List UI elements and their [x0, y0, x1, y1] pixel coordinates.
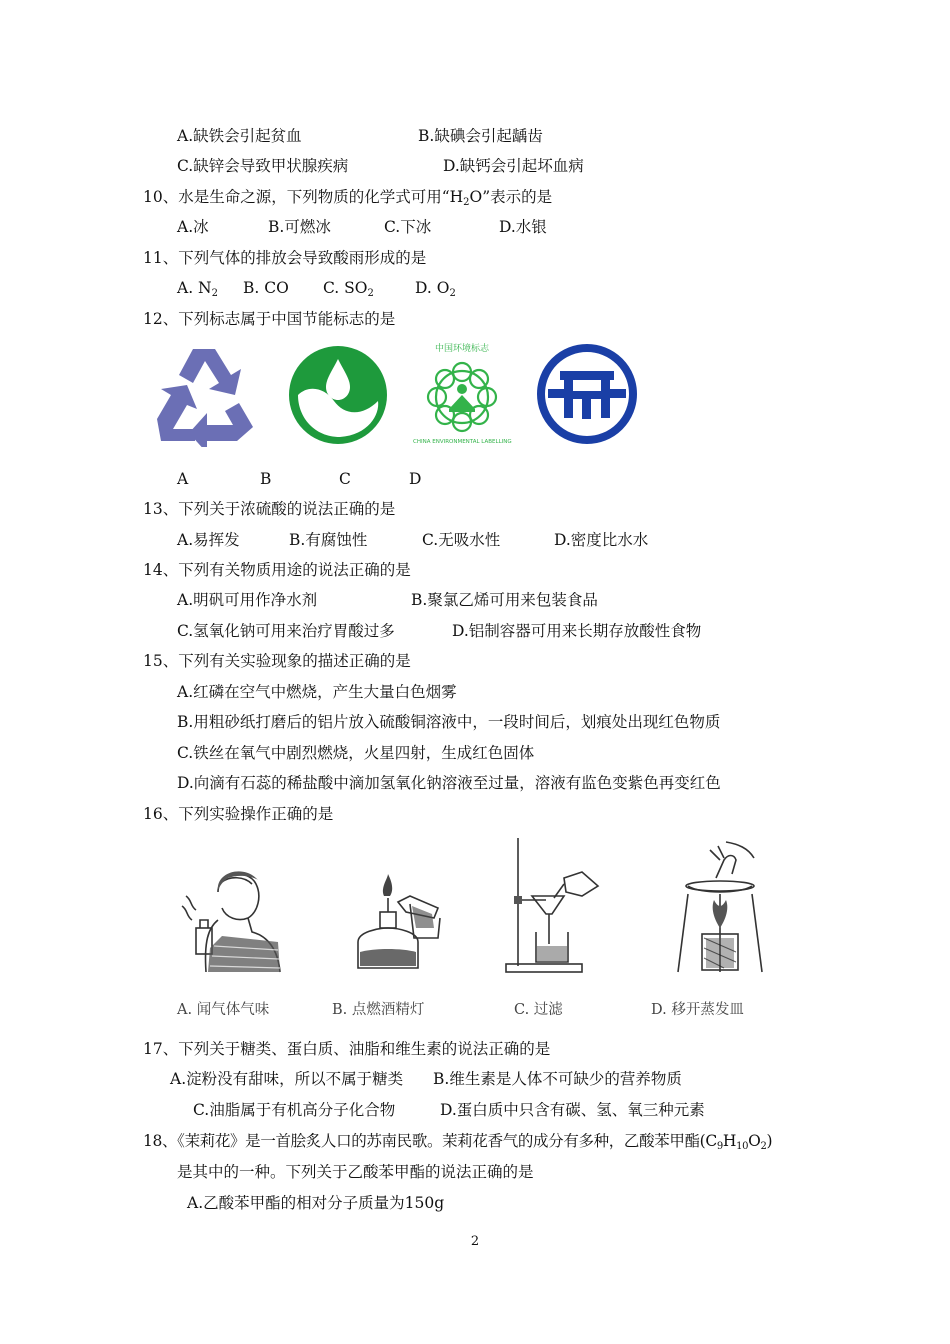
q11-stem: 11、下列气体的排放会导致酸雨形成的是 — [143, 249, 427, 267]
evaporating-dish-illustration-icon — [676, 838, 768, 976]
q11-option-b: B. CO — [243, 279, 289, 297]
q12-label-d: D — [409, 470, 422, 488]
q17-option-d: D.蛋白质中只含有碳、氢、氧三种元素 — [440, 1101, 705, 1119]
environmental-label-logo-icon — [405, 339, 520, 449]
q18-stem-continued: 是其中的一种。下列关于乙酸苯甲酯的说法正确的是 — [177, 1163, 534, 1181]
q10-option-d: D.水银 — [499, 218, 547, 236]
q17-option-c: C.油脂属于有机高分子化合物 — [193, 1101, 396, 1119]
q16-caption-d: D. 移开蒸发皿 — [651, 1002, 744, 1018]
q18-stem: 18、《茉莉花》是一首脍炙人口的苏南民歌。茉莉花香气的成分有多种，乙酸苯甲酯$(C_9H_{10}O_2)$ — [143, 1132, 773, 1152]
env-logo-top-text: 中国环境标志 — [434, 344, 490, 354]
water-saving-logo-icon — [288, 345, 388, 445]
q13-option-d: D.密度比水水 — [554, 531, 649, 549]
q12-label-c: C — [339, 470, 351, 488]
q10-option-c: C.下冰 — [384, 218, 432, 236]
q17-option-b: B.维生素是人体不可缺少的营养物质 — [433, 1070, 682, 1088]
page-number: 2 — [470, 1234, 480, 1249]
q14-option-c: C.氢氧化钠可用来治疗胃酸过多 — [177, 622, 395, 640]
q14-option-d: D.铝制容器可用来长期存放酸性食物 — [452, 622, 702, 640]
q15-option-c: C.铁丝在氧气中剧烈燃烧，火星四射，生成红色固体 — [177, 744, 535, 762]
q12-stem: 12、下列标志属于中国节能标志的是 — [143, 310, 396, 328]
q14-stem: 14、下列有关物质用途的说法正确的是 — [143, 561, 411, 579]
q13-option-c: C.无吸水性 — [422, 531, 501, 549]
q11-option-a: A. $N_2$ — [177, 279, 218, 299]
q9-option-c: C.缺锌会导致甲状腺疾病 — [177, 157, 349, 175]
q9-option-b: B.缺碘会引起龋齿 — [418, 127, 543, 145]
alcohol-lamp-illustration-icon — [348, 868, 448, 974]
q15-stem: 15、下列有关实验现象的描述正确的是 — [143, 652, 411, 670]
smell-gas-illustration-icon — [178, 862, 286, 974]
q13-option-a: A.易挥发 — [177, 531, 240, 549]
q18-option-a: A.乙酸苯甲酯的相对分子质量为150g — [187, 1194, 445, 1212]
env-logo-side-text: CHINA ENVIRONMENTAL LABELLING — [413, 439, 512, 445]
q11-option-c: C. $SO_2$ — [323, 279, 374, 299]
recycle-logo-icon — [153, 343, 268, 447]
filtration-illustration-icon — [502, 834, 612, 976]
q12-label-b: B — [260, 470, 272, 488]
q12-label-a: A — [177, 470, 189, 488]
q16-caption-c: C. 过滤 — [514, 1002, 563, 1018]
q17-stem: 17、下列关于糖类、蛋白质、油脂和维生素的说法正确的是 — [143, 1040, 551, 1058]
q17-option-a: A.淀粉没有甜味，所以不属于糖类 — [170, 1070, 404, 1088]
q16-caption-a: A. 闻气体气味 — [177, 1002, 270, 1018]
q9-option-d: D.缺钙会引起坏血病 — [443, 157, 584, 175]
q15-option-b: B.用粗砂纸打磨后的铝片放入硫酸铜溶液中，一段时间后，划痕处出现红色物质 — [177, 713, 721, 731]
q14-option-b: B.聚氯乙烯可用来包装食品 — [411, 591, 598, 609]
q16-stem: 16、下列实验操作正确的是 — [143, 805, 334, 823]
q10-stem: 10、水是生命之源，下列物质的化学式可用“$H_2O$”表示的是 — [143, 188, 553, 208]
q10-option-a: A.冰 — [177, 218, 209, 236]
q16-caption-b: B. 点燃酒精灯 — [332, 1002, 425, 1018]
q14-option-a: A.明矾可用作净水剂 — [177, 591, 318, 609]
q13-option-b: B.有腐蚀性 — [289, 531, 368, 549]
q13-stem: 13、下列关于浓硫酸的说法正确的是 — [143, 500, 396, 518]
q15-option-d: D.向滴有石蕊的稀盐酸中滴加氢氧化钠溶液至过量，溶液有监色变紫色再变红色 — [177, 774, 721, 792]
energy-saving-logo-icon — [536, 343, 638, 445]
q10-option-b: B.可燃冰 — [268, 218, 331, 236]
q15-option-a: A.红磷在空气中燃烧，产生大量白色烟雾 — [177, 683, 457, 701]
q9-option-a: A.缺铁会引起贫血 — [177, 127, 302, 145]
q11-option-d: D. $O_2$ — [415, 279, 456, 299]
